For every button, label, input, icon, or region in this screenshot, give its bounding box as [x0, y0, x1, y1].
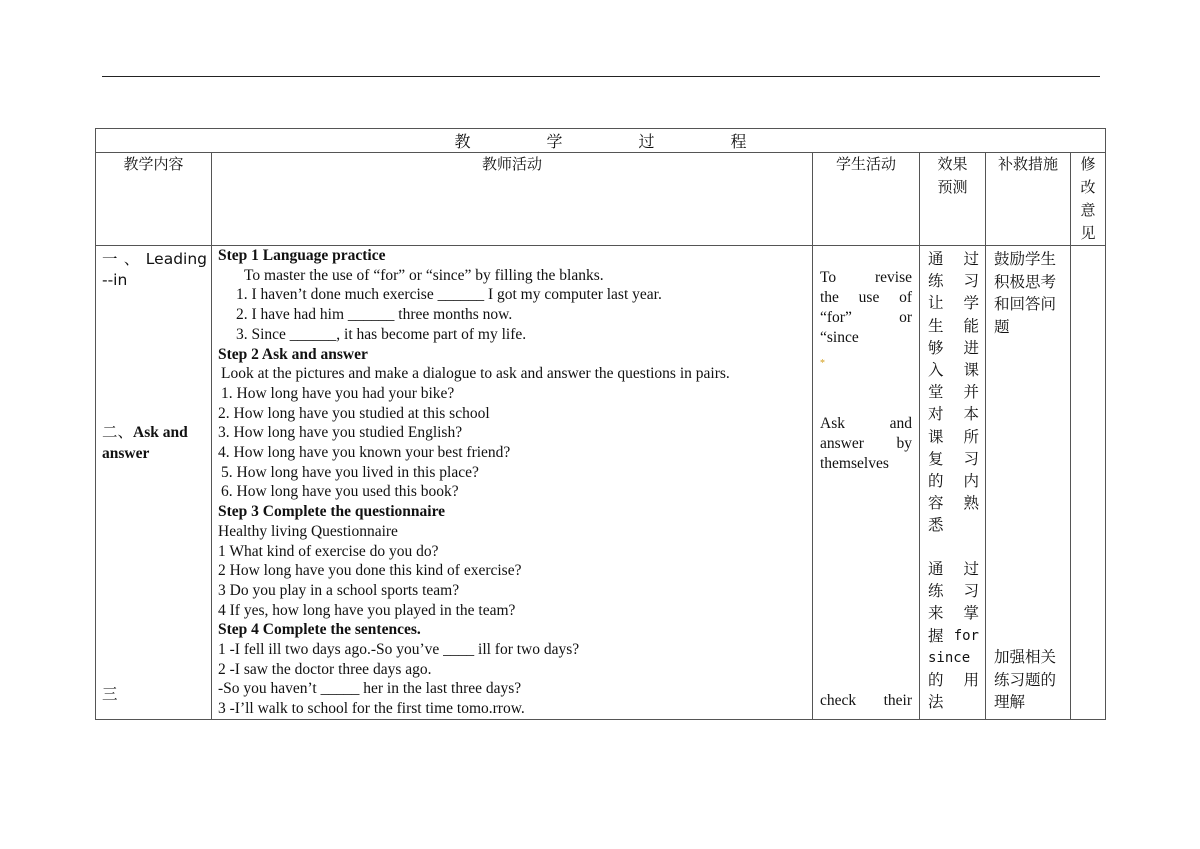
content-item-leading-in: 一 、 Leading --in — [102, 250, 207, 289]
teacher-line: 1. How long have you had your bike? — [221, 384, 455, 402]
teacher-line: 3 Do you play in a school sports team? — [218, 581, 460, 599]
header-remedy: 补救措施 — [986, 153, 1071, 246]
teacher-line: Step 1 Language practice — [218, 247, 386, 264]
effect-text-2: 通 过 练 习 来 掌 握 for since 的 用 法 — [928, 560, 979, 712]
remedy-cell — [986, 246, 1071, 720]
teacher-line: 6. How long have you used this book? — [221, 483, 459, 501]
teacher-line: Look at the pictures and make a dialogue to ask and answer the questions in pairs. — [221, 365, 730, 383]
teacher-line: 3. How long have you studied English? — [218, 424, 463, 442]
teacher-line: Step 4 Complete the sentences. — [218, 621, 421, 639]
content-cell — [96, 246, 212, 720]
student-activity-cell — [813, 246, 920, 720]
student-activity-ask: Ask and answer by themselves — [820, 415, 912, 472]
teacher-line: 4 If yes, how long have you played in the team? — [218, 601, 516, 619]
header-effect-prediction: 效果 预测 — [920, 153, 986, 246]
remedy-text-2: 加强相关 练习题的 理解 — [994, 648, 1057, 711]
table-header-row — [96, 153, 1106, 246]
teacher-line: 1 What kind of exercise do you do? — [218, 542, 439, 560]
remedy-text-1: 鼓励学生 积极思考 和回答问 题 — [994, 250, 1057, 336]
teacher-line: 2 -I saw the doctor three days ago. — [218, 660, 432, 678]
teacher-line: Healthy living Questionnaire — [218, 522, 398, 540]
teacher-line: 4. How long have you known your best friend? — [218, 444, 511, 462]
header-content: 教学内容 — [96, 153, 212, 246]
content-item-ask-answer: 二、Ask and answer — [102, 423, 188, 462]
teaching-process-table — [95, 128, 1106, 720]
content-item-three: 三 — [102, 685, 118, 703]
student-activity-check: check their — [820, 692, 912, 709]
effect-text-1: 通 过 练 习 让 学 生 能 够 进 入 课 堂 并 对 本 课 所 复 习 的 内 容 熟 悉 — [928, 250, 979, 535]
teacher-line: To master the use of “for” or “since” by filling the blanks. — [244, 266, 604, 284]
small-mark: * — [820, 358, 825, 369]
teacher-line: 2. I have had him ______ three months now. — [236, 306, 513, 324]
teacher-line: 1. I haven’t done much exercise ______ I got my computer last year. — [236, 286, 662, 304]
student-activity-revise: To revise the use of “for” or “since — [820, 269, 912, 346]
teacher-line: 1 -I fell ill two days ago.-So you’ve ____ ill for two days? — [218, 641, 580, 659]
header-teacher-activity: 教师活动 — [212, 153, 813, 246]
teacher-line: Step 3 Complete the questionnaire — [218, 503, 446, 521]
header-student-activity: 学生活动 — [813, 153, 920, 246]
header-revision: 修 改 意 见 — [1071, 153, 1106, 246]
effect-prediction-cell — [920, 246, 986, 720]
teacher-line: 2. How long have you studied at this school — [218, 404, 490, 422]
teacher-line: 5. How long have you lived in this place? — [221, 463, 479, 481]
table-body-row — [96, 246, 1106, 720]
table-title-row — [96, 129, 1106, 153]
teacher-line: 3 -I’ll walk to school for the first time tomo.rrow. — [218, 700, 525, 718]
teacher-line: -So you haven’t _____ her in the last three days? — [218, 680, 522, 698]
teacher-activity-cell — [212, 246, 813, 720]
header-rule — [102, 76, 1100, 77]
teacher-line: 3. Since ______, it has become part of my life. — [236, 325, 527, 343]
teacher-activity-lines — [212, 246, 812, 719]
revision-cell — [1071, 246, 1106, 720]
table-title: 教 学 过 程 — [96, 129, 1106, 153]
teacher-line: 2 How long have you done this kind of exercise? — [218, 562, 522, 580]
teacher-line: Step 2 Ask and answer — [218, 345, 368, 363]
